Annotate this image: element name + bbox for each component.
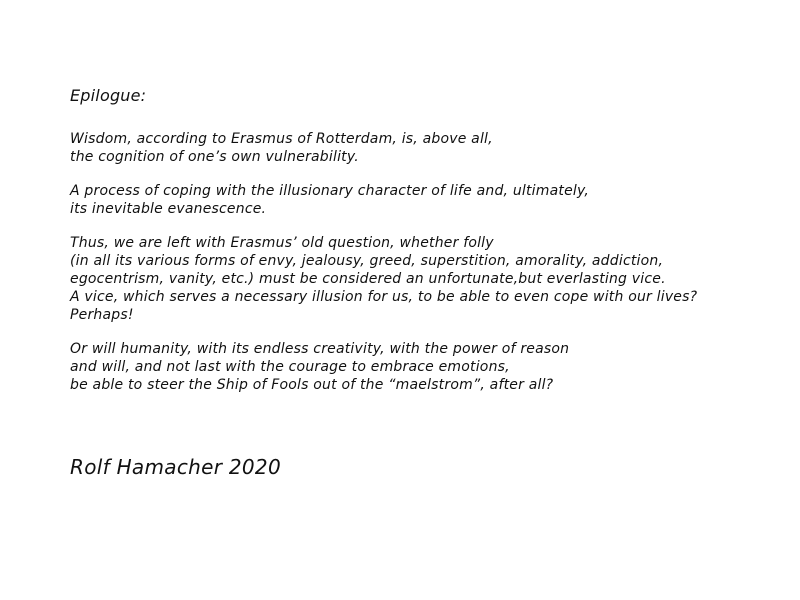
epilogue-heading: Epilogue:: [70, 86, 147, 105]
paragraph-line: Thus, we are left with Erasmus’ old question, whether folly: [70, 235, 494, 251]
paragraph-2: [70, 182, 770, 218]
paragraph-line: (in all its various forms of envy, jealousy, greed, superstition, amorality, addiction,: [70, 253, 664, 269]
paragraph-4: [70, 340, 770, 394]
paragraph-line: its inevitable evanescence.: [70, 201, 267, 217]
epilogue-text: [70, 86, 770, 410]
paragraph-line: and will, and not last with the courage to embrace emotions,: [70, 359, 510, 375]
author-signature: Rolf Hamacher 2020: [70, 455, 281, 479]
paragraph-line: Or will humanity, with its endless creativity, with the power of reason: [70, 341, 570, 357]
paragraph-3: [70, 234, 770, 324]
paragraph-line: be able to steer the Ship of Fools out of the “maelstrom”, after all?: [70, 377, 554, 393]
paragraph-line: Perhaps!: [70, 307, 134, 323]
paragraph-line: A vice, which serves a necessary illusion for us, to be able to even cope with our lives?: [70, 289, 698, 305]
paragraph-line: Wisdom, according to Erasmus of Rotterdam, is, above all,: [70, 131, 493, 147]
paragraph-line: egocentrism, vanity, etc.) must be considered an unfortunate,but everlasting vice.: [70, 271, 666, 287]
paragraph-1: [70, 130, 770, 166]
paragraph-line: the cognition of one’s own vulnerability.: [70, 149, 359, 165]
paragraph-line: A process of coping with the illusionary character of life and, ultimately,: [70, 183, 590, 199]
